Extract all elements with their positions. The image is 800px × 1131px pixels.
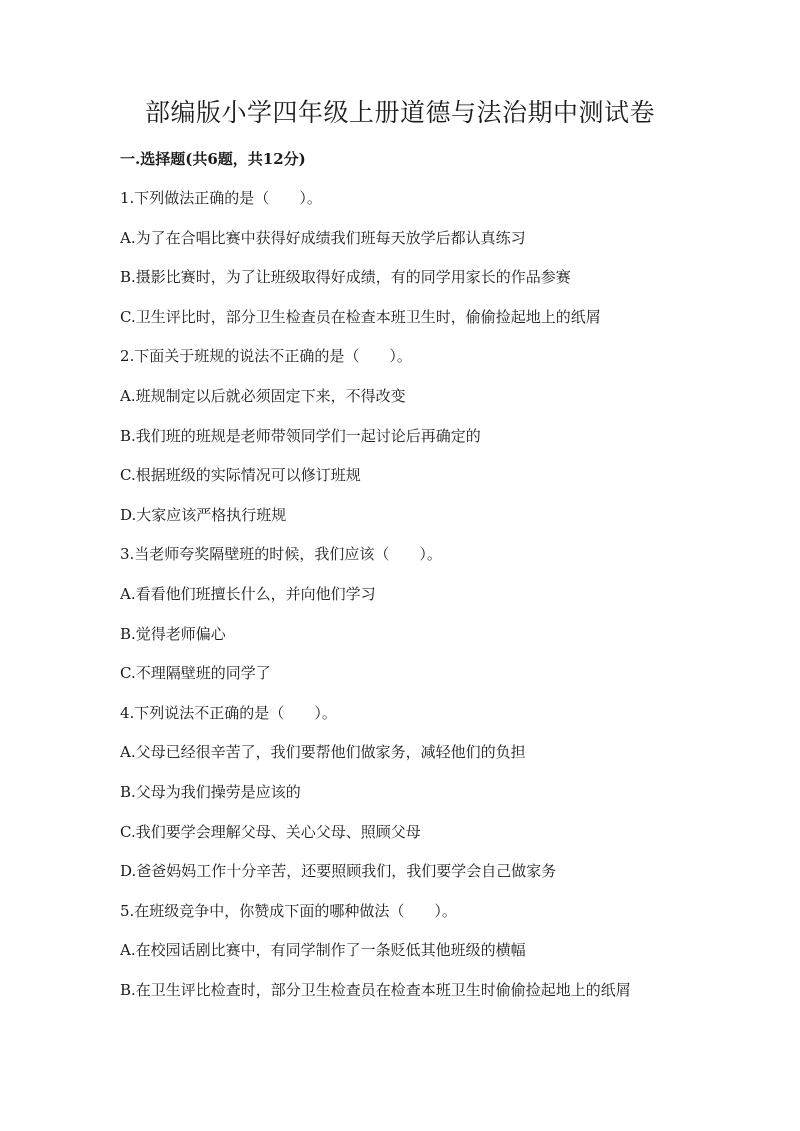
question-3-option-a: A.看看他们班擅长什么，并向他们学习 bbox=[120, 585, 376, 603]
question-2-stem: 2.下面关于班规的说法不正确的是（ ）。 bbox=[120, 347, 412, 365]
question-1-option-c: C.卫生评比时，部分卫生检查员在检查本班卫生时，偷偷捡起地上的纸屑 bbox=[120, 308, 601, 326]
question-1-option-b: B.摄影比赛时，为了让班级取得好成绩，有的同学用家长的作品参赛 bbox=[120, 268, 571, 286]
question-3-option-c: C.不理隔壁班的同学了 bbox=[120, 664, 271, 682]
question-2-option-d: D.大家应该严格执行班规 bbox=[120, 506, 287, 524]
question-2-option-b: B.我们班的班规是老师带领同学们一起讨论后再确定的 bbox=[120, 427, 481, 445]
question-4-option-b: B.父母为我们操劳是应该的 bbox=[120, 783, 301, 801]
question-2-option-a: A.班规制定以后就必须固定下来，不得改变 bbox=[120, 387, 406, 405]
question-5-option-b: B.在卫生评比检查时，部分卫生检查员在检查本班卫生时偷偷捡起地上的纸屑 bbox=[120, 981, 631, 999]
question-1-stem: 1.下列做法正确的是（ ）。 bbox=[120, 189, 322, 207]
question-4-stem: 4.下列说法不正确的是（ ）。 bbox=[120, 704, 337, 722]
question-3-stem: 3.当老师夸奖隔壁班的时候，我们应该（ ）。 bbox=[120, 545, 442, 563]
question-4-option-c: C.我们要学会理解父母、关心父母、照顾父母 bbox=[120, 823, 421, 841]
question-1-option-a: A.为了在合唱比赛中获得好成绩我们班每天放学后都认真练习 bbox=[120, 229, 526, 247]
section-heading: 一.选择题(共6题，共12分) bbox=[120, 150, 306, 168]
question-4-option-d: D.爸爸妈妈工作十分辛苦，还要照顾我们，我们要学会自己做家务 bbox=[120, 862, 557, 880]
question-2-option-c: C.根据班级的实际情况可以修订班规 bbox=[120, 466, 361, 484]
exam-title: 部编版小学四年级上册道德与法治期中测试卷 bbox=[144, 98, 655, 127]
question-5-stem: 5.在班级竞争中，你赞成下面的哪种做法（ ）。 bbox=[120, 902, 457, 920]
question-4-option-a: A.父母已经很辛苦了，我们要帮他们做家务，减轻他们的负担 bbox=[120, 743, 526, 761]
question-3-option-b: B.觉得老师偏心 bbox=[120, 625, 226, 643]
question-5-option-a: A.在校园话剧比赛中，有同学制作了一条贬低其他班级的横幅 bbox=[120, 941, 526, 959]
